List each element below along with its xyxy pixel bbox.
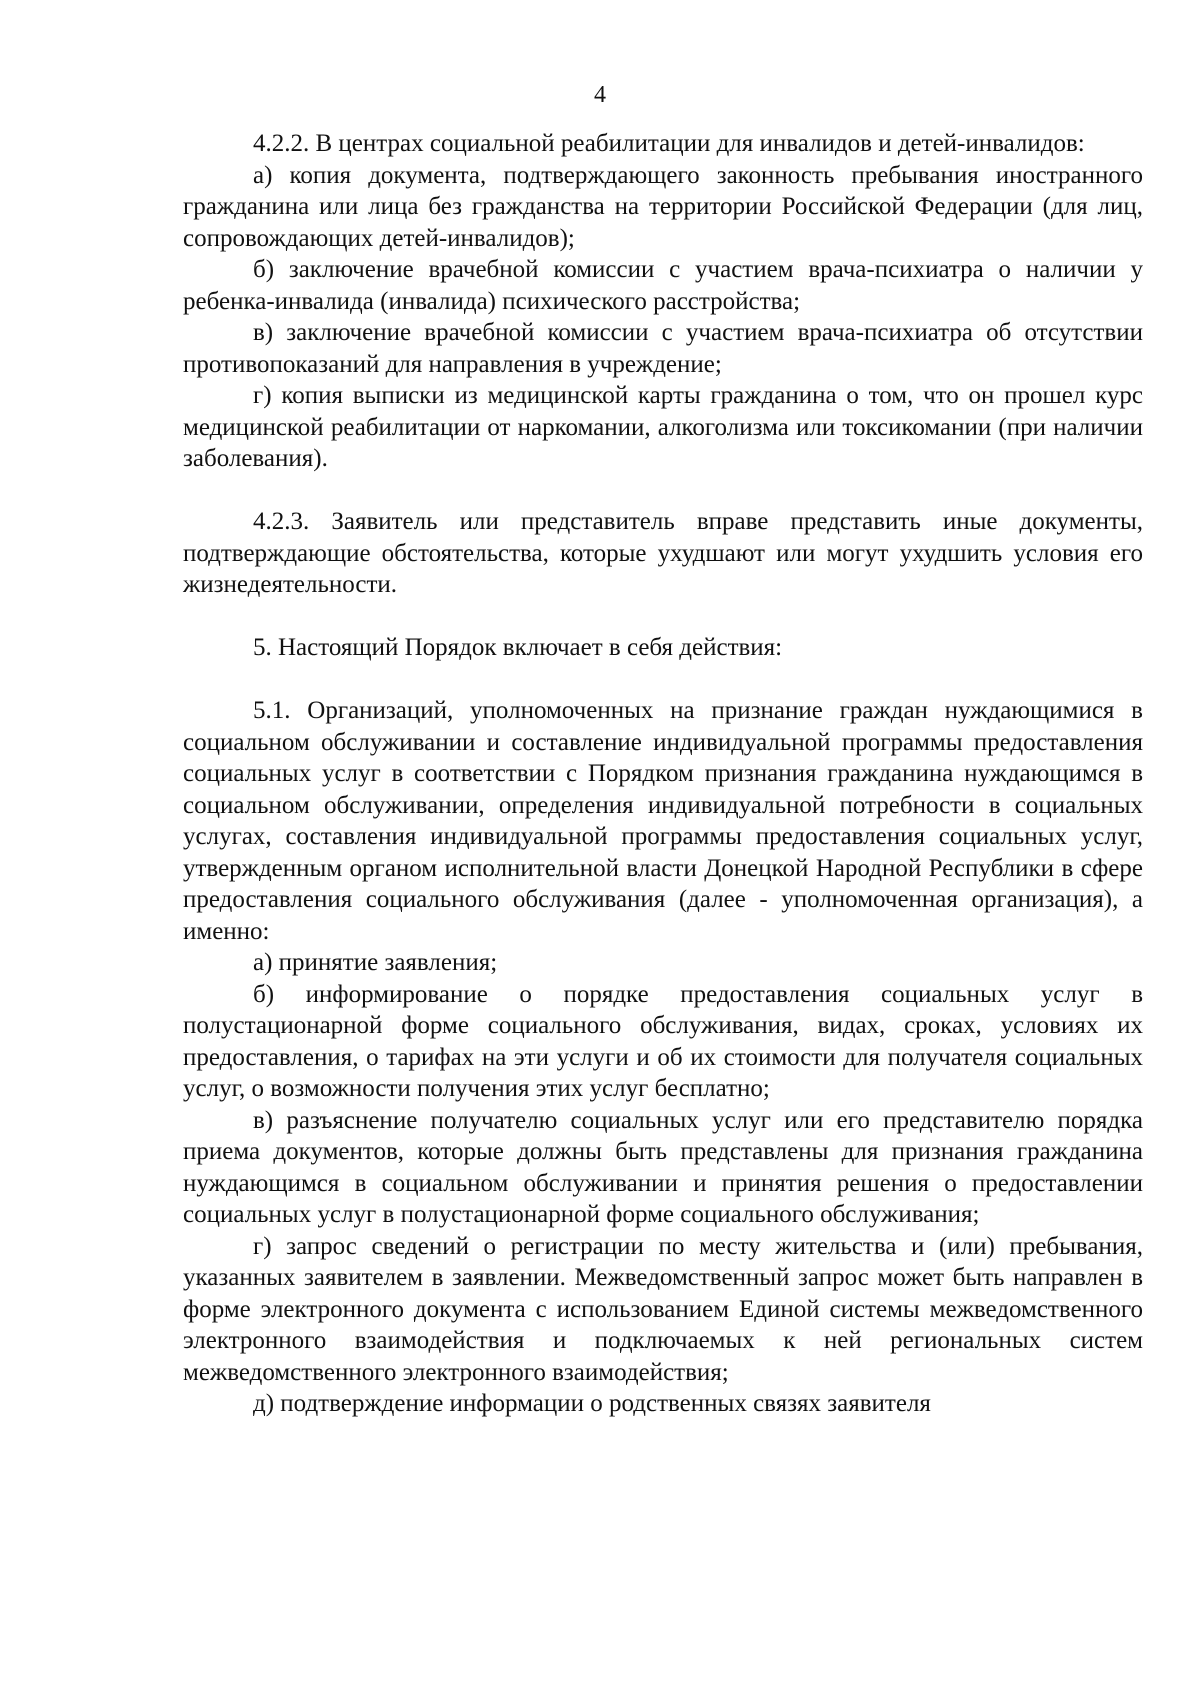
list-item-d-5-1: д) подтверждение информации о родственных связях заявителя bbox=[253, 1390, 931, 1417]
page-number: 4 bbox=[594, 82, 606, 108]
list-item-b-5-1: б) информирование о порядке предоставления социальных услуг в полустационарной форме социального обслуживания, видах, сроках, условиях их предоставления, о тарифах на эти услуги и об их стоимости для получателя социальных услуг, о возможности получения этих услуг бесплатно; bbox=[183, 980, 1143, 1102]
paragraph-5: 5. Настоящий Порядок включает в себя действия: bbox=[253, 634, 783, 661]
document-body bbox=[183, 128, 1143, 1420]
list-item-a: а) копия документа, подтверждающего законность пребывания иностранного гражданина или лица без гражданства на территории Российской Федерации (для лиц, сопровождающих детей-инвалидов); bbox=[183, 161, 1143, 252]
paragraph-5-1: 5.1. Организаций, уполномоченных на признание граждан нуждающимися в социальном обслуживании и составление индивидуальной программы предоставления социальных услуг в соответствии с Порядком признания гражданина нуждающимся в социальном обслуживании, определения индивидуальной потребности в социальных услугах, составления индивидуальной программы предоставления социальных услуг, утвержденным органом исполнительной власти Донецкой Народной Республики в сфере предоставления социального обслуживания (далее - уполномоченная организация), а именно: bbox=[183, 697, 1143, 945]
paragraph-4-2-2: 4.2.2. В центрах социальной реабилитации для инвалидов и детей-инвалидов: bbox=[253, 130, 1085, 157]
list-item-v-5-1: в) разъяснение получателю социальных услуг или его представителю порядка приема документов, которые должны быть представлены для признания гражданина нуждающимся в социальном обслуживании и принятия решения о предоставлении социальных услуг в полустационарной форме социального обслуживания; bbox=[183, 1106, 1143, 1228]
list-item-b: б) заключение врачебной комиссии с участием врача-психиатра о наличии у ребенка-инвалида (инвалида) психического расстройства; bbox=[183, 256, 1143, 315]
list-item-v: в) заключение врачебной комиссии с участием врача-психиатра об отсутствии противопоказаний для направления в учреждение; bbox=[183, 319, 1143, 378]
list-item-a-5-1: а) принятие заявления; bbox=[253, 949, 498, 976]
list-item-g-5-1: г) запрос сведений о регистрации по месту жительства и (или) пребывания, указанных заявителем в заявлении. Межведомственный запрос может быть направлен в форме электронного документа с использованием Единой системы межведомственного электронного взаимодействия и подключаемых к ней региональных систем межведомственного электронного взаимодействия; bbox=[183, 1232, 1143, 1386]
paragraph-4-2-3: 4.2.3. Заявитель или представитель вправе представить иные документы, подтверждающие обстоятельства, которые ухудшают или могут ухудшить условия его жизнедеятельности. bbox=[183, 508, 1143, 598]
list-item-g: г) копия выписки из медицинской карты гражданина о том, что он прошел курс медицинской реабилитации от наркомании, алкоголизма или токсикомании (при наличии заболевания). bbox=[183, 382, 1143, 472]
